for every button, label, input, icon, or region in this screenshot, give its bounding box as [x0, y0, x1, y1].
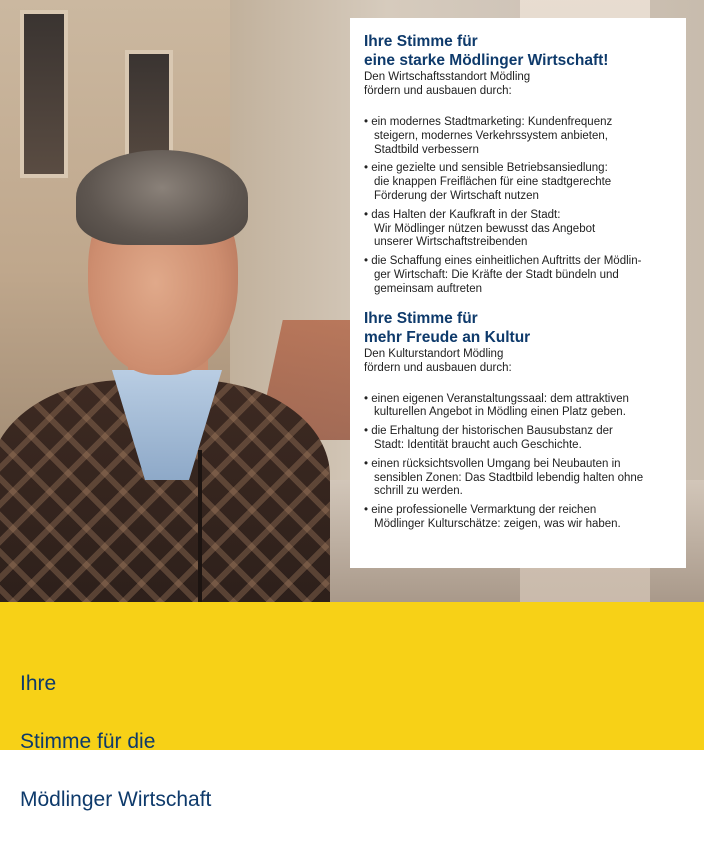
list-item-line: • einen rücksichtsvollen Umgang bei Neubauten in: [364, 457, 621, 470]
list-item-line: kulturellen Angebot in Mödling einen Platz geben.: [374, 406, 626, 419]
list-item-line: Stadtbild verbessern: [374, 143, 479, 156]
list-item-line: steigern, modernes Verkehrssystem anbieten,: [374, 129, 608, 142]
list-item-line: schrill zu werden.: [374, 485, 463, 498]
list-item-line: • eine professionelle Vermarktung der reichen: [364, 504, 597, 517]
list-item-line: • die Erhaltung der historischen Bausubstanz der: [364, 425, 613, 438]
list-item: [364, 255, 672, 296]
list-item-line: gemeinsam auftreten: [374, 282, 483, 295]
info-panel: [350, 18, 686, 568]
list-item: [364, 425, 672, 453]
list-item-line: ger Wirtschaft: Die Kräfte der Stadt bündeln und: [374, 268, 619, 281]
section2-intro-line1: Den Kulturstandort Mödling: [364, 347, 504, 360]
list-item-line: die knappen Freiflächen für eine stadtgerechte: [374, 176, 612, 189]
section1-heading-line2: eine starke Mödlinger Wirtschaft!: [364, 52, 609, 69]
list-item: [364, 504, 672, 532]
list-item: [364, 162, 672, 203]
section1-list: [364, 116, 672, 297]
list-item-line: • einen eigenen Veranstaltungssaal: dem attraktiven: [364, 392, 629, 405]
list-item-line: • ein modernes Stadtmarketing: Kundenfrequenz: [364, 116, 613, 128]
banner-line3: Mödlinger Wirtschaft: [20, 788, 212, 811]
section1-intro-line1: Den Wirtschaftsstandort Mödling: [364, 71, 531, 83]
banner-line1: Ihre: [20, 672, 57, 695]
list-item-line: • eine gezielte und sensible Betriebsansiedlung:: [364, 162, 608, 175]
person-hair: [76, 150, 248, 245]
window: [20, 10, 68, 178]
list-item-line: • die Schaffung eines einheitlichen Auftritts der Mödlin-: [364, 255, 642, 268]
list-item-line: Stadt: Identität braucht auch Geschichte.: [374, 438, 582, 451]
list-item: [364, 458, 672, 499]
section2-list: [364, 393, 672, 532]
list-item-line: Mödlinger Kulturschätze: zeigen, was wir haben.: [374, 517, 621, 530]
sweater-zipper: [198, 450, 202, 602]
list-item-line: Förderung der Wirtschaft nutzen: [374, 189, 539, 202]
list-item-line: unserer Wirtschaftstreibenden: [374, 236, 528, 249]
section2-intro-line2: fördern und ausbauen durch:: [364, 361, 512, 374]
list-item-line: • das Halten der Kaufkraft in der Stadt:: [364, 208, 561, 221]
section2-heading-line2: mehr Freude an Kultur: [364, 328, 531, 346]
list-item: [364, 393, 672, 421]
list-item-line: sensiblen Zonen: Das Stadtbild lebendig halten ohne: [374, 471, 644, 484]
section2-heading-line1: Ihre Stimme für: [364, 309, 478, 327]
section1-intro-line2: fördern und ausbauen durch:: [364, 85, 512, 97]
banner-slogan: [20, 640, 211, 843]
list-item: [364, 116, 672, 157]
list-item-line: Wir Mödlinger nützen bewusst das Angebot: [374, 222, 596, 235]
list-item: [364, 209, 672, 250]
section1-heading-line1: Ihre Stimme für: [364, 33, 478, 50]
banner-line2: Stimme für die: [20, 730, 156, 753]
